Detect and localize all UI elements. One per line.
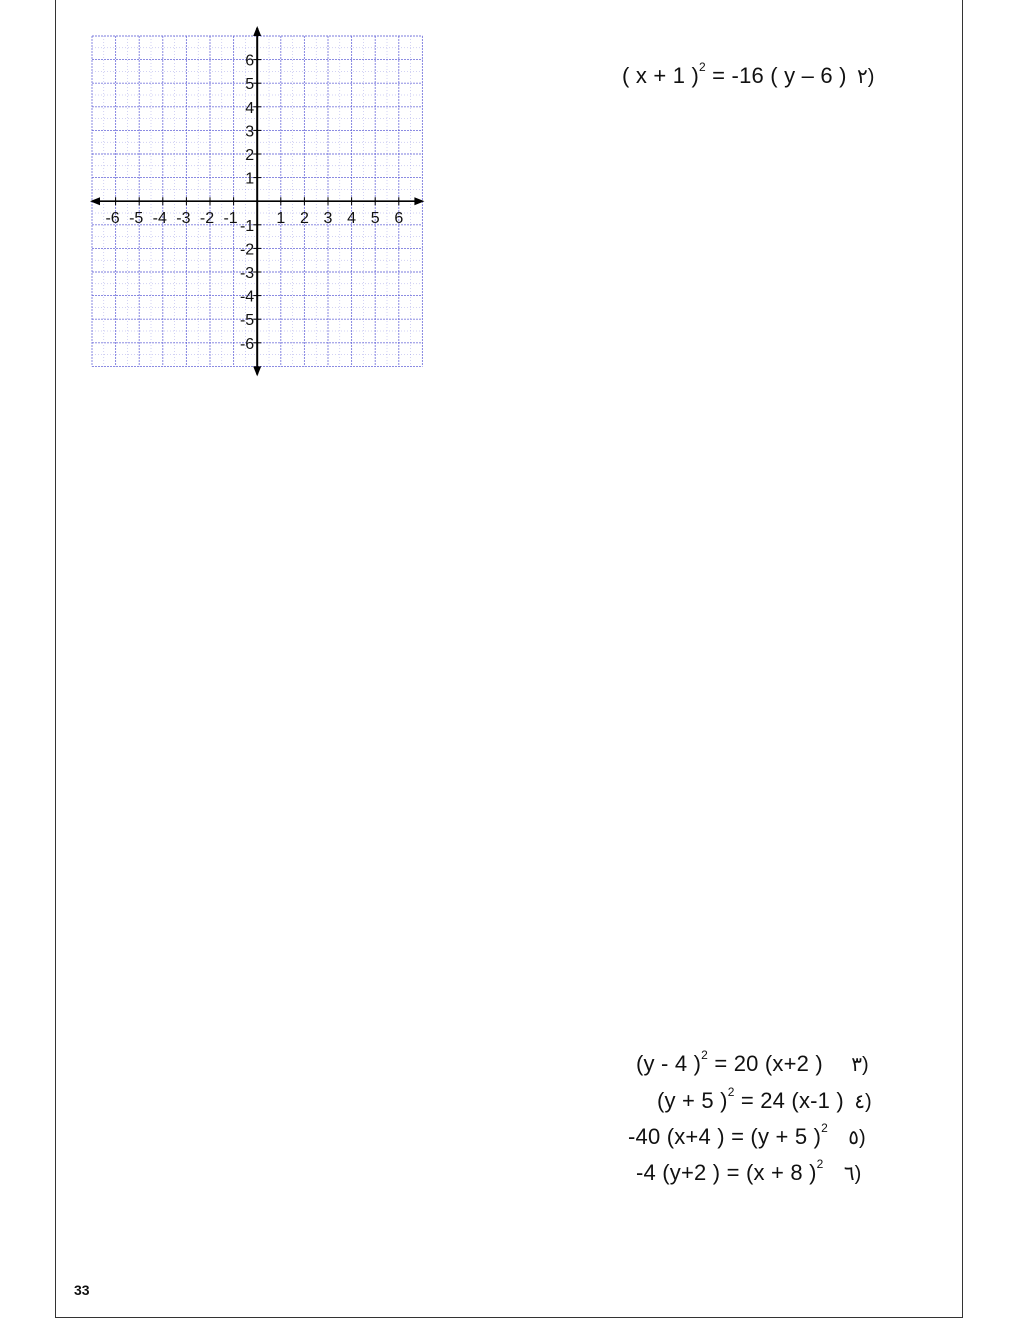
y-tick-label: 5 [245,76,255,94]
problem-3-exp: 2 [701,1047,709,1062]
y-axis-bottom-arrow [253,366,261,376]
y-tick-label: -1 [239,217,255,235]
x-tick-label: -3 [176,210,191,228]
problem-6-number: ٦) [843,1163,862,1185]
x-tick-label: 1 [276,210,286,228]
y-tick-label: -3 [239,265,255,282]
x-tick-label: 5 [370,210,380,228]
x-tick-label: 3 [323,210,333,228]
y-tick-label: 4 [245,99,255,117]
x-tick-label: -5 [129,210,144,228]
problem-6-exp: 2 [816,1156,824,1171]
problem-4-lhs: (y + 5 ) [657,1088,728,1113]
problem-2-rhs: = -16 ( y – 6 ) [705,63,847,88]
problem-5-number: ٥) [848,1127,866,1149]
problem-3-rhs: = 20 (x+2 ) [708,1051,823,1076]
problem-5-lhs: -40 (x+4 ) = (y + 5 ) [628,1124,822,1149]
problem-4-rhs: = 24 (x-1 ) [734,1088,844,1113]
problem-2-lhs: ( x + 1 ) [622,63,699,88]
problem-2 [622,59,875,89]
y-axis-top-arrow [253,26,261,36]
coordinate-grid [88,24,428,380]
x-axis-left-arrow [90,197,100,205]
problem-3-lhs: (y - 4 ) [636,1051,702,1076]
problem-5-exp: 2 [821,1120,828,1135]
y-tick-label: 2 [245,147,255,164]
page-number: 33 [74,1282,90,1298]
x-tick-label: 2 [299,210,309,228]
problem-3-number: ٣) [851,1054,869,1076]
x-axis-right-arrow [414,197,424,205]
problem-6-lhs: -4 (y+2 ) = (x + 8 ) [636,1160,817,1185]
problem-4-exp: 2 [727,1084,735,1099]
y-tick-label: -5 [239,312,255,330]
problem-4-number: ٤) [854,1091,872,1113]
grid-svg [88,24,428,380]
problem-2-exp: 2 [699,59,706,74]
y-tick-label: 6 [245,52,255,70]
x-tick-label: -2 [199,210,215,228]
x-tick-label: -4 [152,210,167,228]
problem-6 [636,1156,862,1186]
x-tick-label: -1 [223,210,238,228]
y-tick-label: 3 [245,123,255,141]
x-tick-label: -6 [105,210,120,228]
y-tick-label: 1 [245,170,255,188]
y-tick-label: -2 [239,241,255,259]
problem-5 [628,1120,866,1150]
y-tick-label: -4 [239,288,255,306]
y-tick-label: -6 [239,335,255,353]
x-tick-label: 4 [347,210,357,228]
problem-2-number: ٢) [856,66,875,88]
problem-3 [636,1047,869,1077]
problem-4 [657,1084,872,1114]
x-tick-label: 6 [394,210,404,228]
